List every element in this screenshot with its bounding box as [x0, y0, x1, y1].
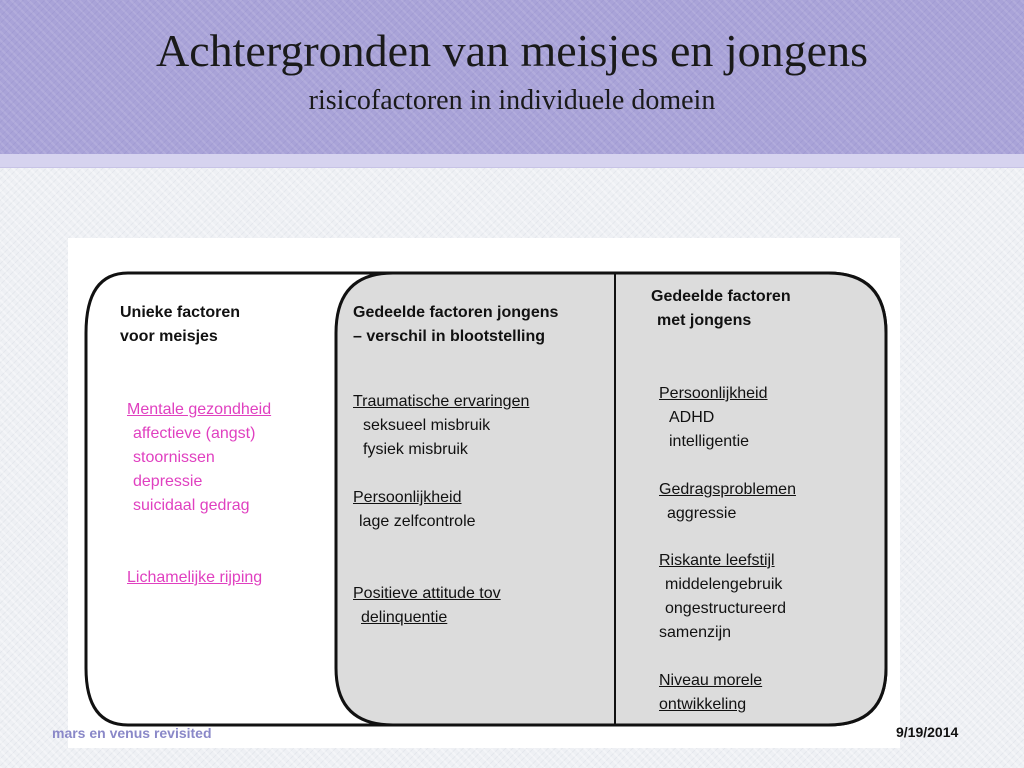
column-shared-header: [651, 285, 791, 333]
shared-diff-item-personality: [353, 486, 476, 534]
item-heading: Persoonlijkheid: [659, 385, 768, 402]
item-line: middelengebruik: [665, 576, 783, 593]
column-girls-header-line: voor meisjes: [120, 328, 218, 345]
item-heading: Riskante leefstijl: [659, 552, 775, 569]
item-line: intelligentie: [669, 433, 750, 450]
column-shared-header-line: met jongens: [657, 312, 752, 329]
shared-diff-item-trauma: [353, 390, 529, 462]
slide-title: Achtergronden van meisjes en jongens: [156, 25, 868, 76]
item-line: affectieve (angst): [133, 425, 256, 442]
item-line: samenzijn: [659, 624, 732, 641]
item-heading: Gedragsproblemen: [659, 481, 796, 498]
item-line: stoornissen: [133, 449, 215, 466]
shared-item-personality: [659, 382, 768, 454]
item-heading: Mentale gezondheid: [127, 401, 272, 418]
item-heading: Niveau morele: [659, 672, 763, 689]
column-shared-header-line: Gedeelde factoren: [651, 288, 791, 305]
column-girls-header-line: Unieke factoren: [120, 304, 241, 321]
header-band: [0, 0, 1024, 160]
column-shared: [651, 285, 791, 333]
footer-label: mars en venus revisited: [52, 725, 212, 741]
item-line: depressie: [133, 473, 203, 490]
girls-item-mental: [127, 398, 271, 518]
diagram-panel: [68, 238, 900, 748]
header-edge: [0, 154, 1024, 168]
footer-date: 9/19/2014: [896, 724, 959, 740]
column-shared-diff-header-line: Gedeelde factoren jongens: [353, 304, 559, 321]
girls-item-physical: [127, 566, 262, 590]
column-shared-diff: [353, 301, 558, 349]
column-girls-header: [120, 301, 240, 349]
item-line: delinquentie: [361, 609, 448, 626]
item-heading: Lichamelijke rijping: [127, 569, 263, 586]
item-line: ADHD: [669, 409, 715, 426]
shared-item-moral: [659, 669, 762, 717]
item-heading: Positieve attitude tov: [353, 585, 501, 602]
shared-item-behavior: [659, 478, 796, 526]
item-heading: Persoonlijkheid: [353, 489, 462, 506]
item-line: suicidaal gedrag: [133, 497, 250, 514]
item-line: ontwikkeling: [659, 696, 747, 713]
item-line: ongestructureerd: [665, 600, 786, 617]
column-girls: [120, 301, 240, 349]
item-line: aggressie: [667, 505, 737, 522]
slide-subtitle: risicofactoren in individuele domein: [308, 85, 716, 116]
shared-diff-item-attitude: [353, 582, 501, 630]
column-shared-diff-header-line: – verschil in blootstelling: [353, 328, 546, 345]
item-heading: Traumatische ervaringen: [353, 393, 530, 410]
item-line: lage zelfcontrole: [359, 513, 476, 530]
item-line: seksueel misbruik: [363, 417, 491, 434]
column-shared-diff-header: [353, 301, 558, 349]
shared-item-lifestyle: [659, 549, 786, 645]
item-line: fysiek misbruik: [363, 441, 468, 458]
